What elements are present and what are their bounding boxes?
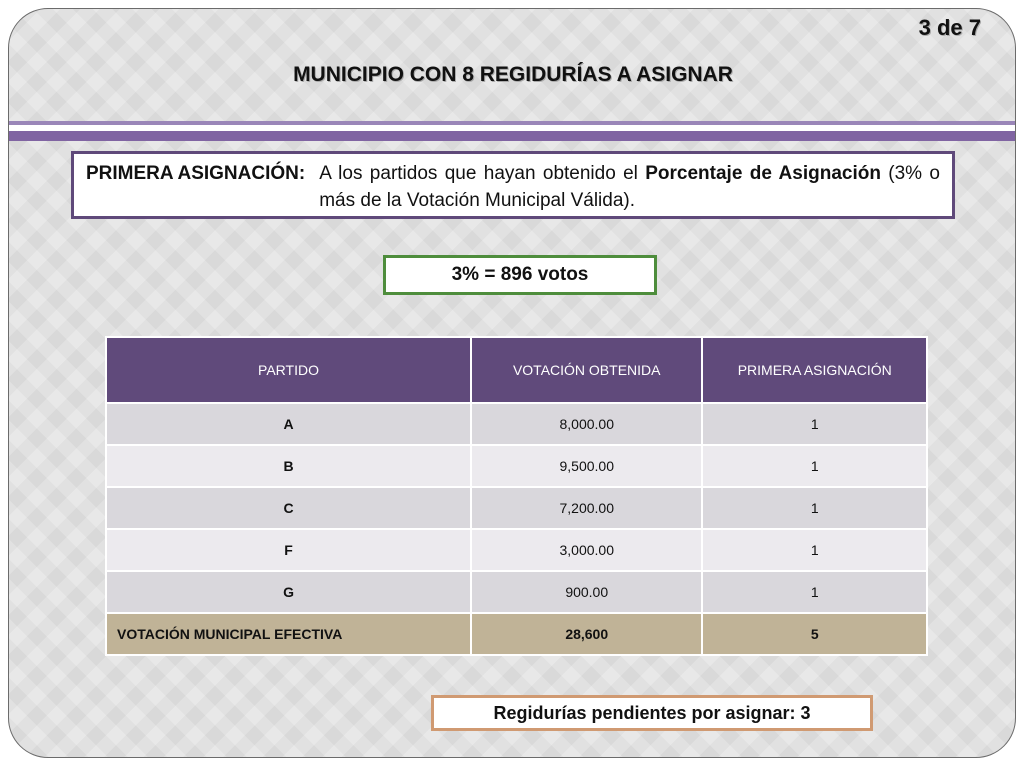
total-votacion: 28,600	[471, 613, 702, 655]
cell-partido: A	[106, 403, 471, 445]
total-asignacion: 5	[702, 613, 927, 655]
table-row	[106, 445, 927, 487]
rule-text-part2: (3% o más de la Votación Municipal Válida).	[319, 163, 940, 211]
table-total-row	[106, 613, 927, 655]
cell-votacion: 900.00	[471, 571, 702, 613]
cell-partido: F	[106, 529, 471, 571]
table-row	[106, 403, 927, 445]
header-band	[9, 131, 1016, 141]
rule-text-bold: Porcentaje de Asignación	[645, 163, 881, 184]
total-label: VOTACIÓN MUNICIPAL EFECTIVA	[106, 613, 471, 655]
cell-votacion: 7,200.00	[471, 487, 702, 529]
slide-number: 3 de 7	[918, 15, 981, 40]
cell-votacion: 8,000.00	[471, 403, 702, 445]
threshold-box: 3% = 896 votos	[383, 255, 657, 295]
cell-votacion: 3,000.00	[471, 529, 702, 571]
cell-asignacion: 1	[702, 571, 927, 613]
page-title: MUNICIPIO CON 8 REGIDURÍAS A ASIGNAR	[293, 63, 733, 86]
header-votacion: VOTACIÓN OBTENIDA	[471, 337, 702, 403]
header-asignacion: PRIMERA ASIGNACIÓN	[702, 337, 927, 403]
cell-asignacion: 1	[702, 487, 927, 529]
cell-asignacion: 1	[702, 529, 927, 571]
cell-partido: B	[106, 445, 471, 487]
slide	[8, 8, 1016, 758]
cell-partido: C	[106, 487, 471, 529]
header-partido: PARTIDO	[106, 337, 471, 403]
table-row	[106, 571, 927, 613]
cell-votacion: 9,500.00	[471, 445, 702, 487]
rule-box	[71, 151, 955, 219]
table-row	[106, 529, 927, 571]
results-table	[105, 336, 928, 656]
rule-text-part1: A los partidos que hayan obtenido el	[319, 163, 646, 184]
rule-label: PRIMERA ASIGNACIÓN:	[86, 163, 306, 184]
rule-text	[319, 160, 940, 216]
table-row	[106, 487, 927, 529]
cell-asignacion: 1	[702, 445, 927, 487]
table-header-row	[106, 337, 927, 403]
pending-box: Regidurías pendientes por asignar: 3	[431, 695, 873, 731]
cell-asignacion: 1	[702, 403, 927, 445]
cell-partido: G	[106, 571, 471, 613]
